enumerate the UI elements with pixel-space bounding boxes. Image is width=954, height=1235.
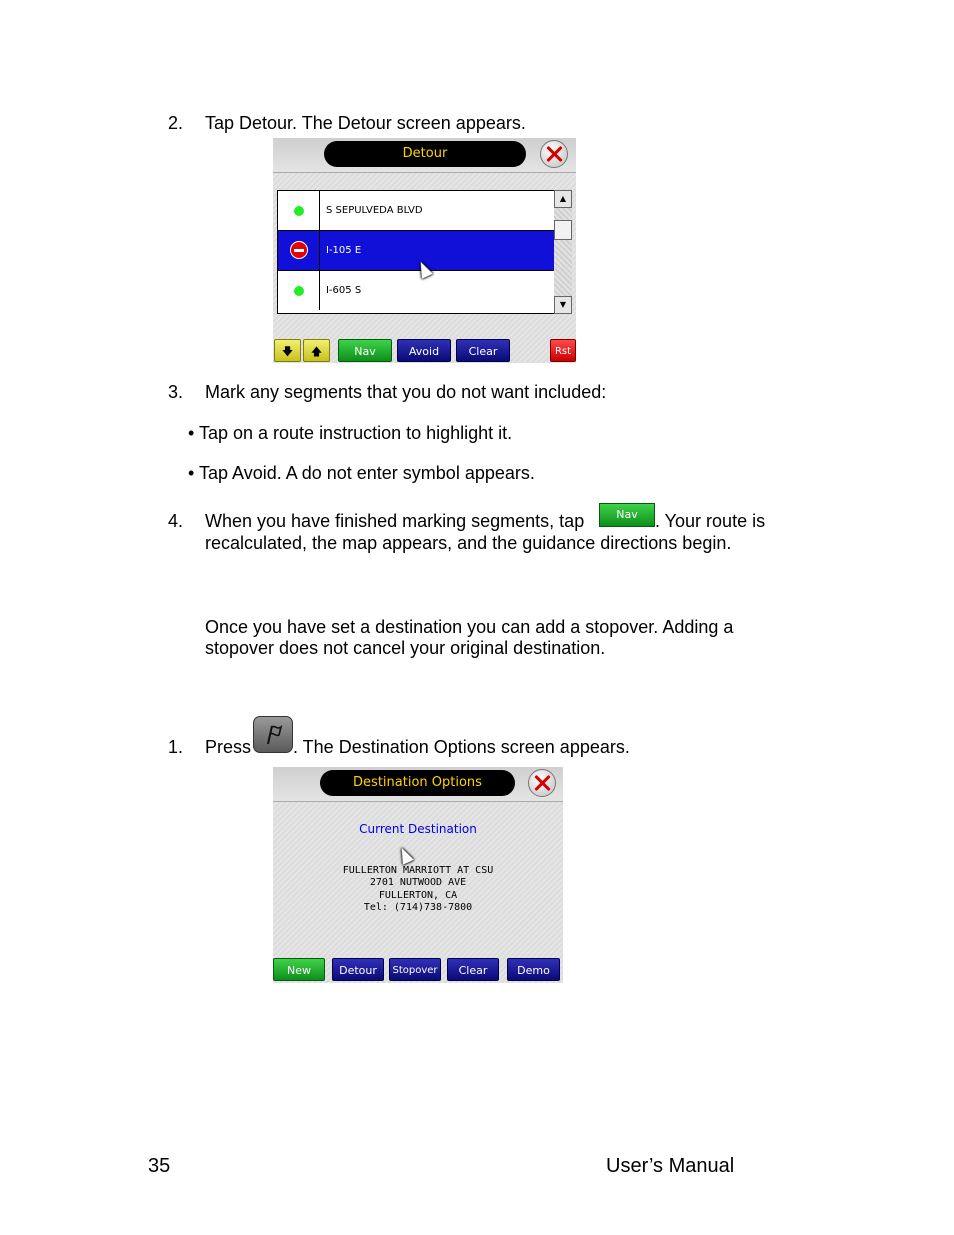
arrow-up-icon: 🡅 [310,345,323,358]
clear-button[interactable]: Clear [456,339,510,362]
list-item[interactable] [278,191,554,231]
reset-button[interactable]: Rst [550,339,576,362]
step-2-number: 2. [168,113,184,133]
inline-nav-button-image: Nav [599,503,655,527]
detour-segment-list [277,190,555,314]
arrow-down-icon: 🡇 [281,345,294,358]
destination-title: Destination Options [320,770,515,796]
detour-screen [273,138,576,363]
scroll-down-icon[interactable]: ▼ [554,296,572,314]
stopover-intro-line1: Once you have set a destination you can add a stopover. Adding a [205,617,734,637]
move-up-button[interactable] [303,339,330,362]
detour-button[interactable]: Detour [332,958,384,981]
destination-options-screen [273,767,563,983]
current-destination-heading: Current Destination [359,822,477,836]
bullet-highlight: • Tap on a route instruction to highlight it. [188,423,513,443]
move-down-button[interactable] [274,339,301,362]
segment-label: I-105 E [326,245,362,256]
destination-flag-button-image [253,716,293,753]
close-icon[interactable] [528,769,556,797]
page-number: 35 [148,1155,171,1177]
pointer-cursor-icon [396,845,414,865]
detour-title: Detour [324,141,526,167]
address-name: FULLERTON MARRIOTT AT CSU [342,865,494,876]
do-not-enter-icon [290,241,308,259]
scroll-up-icon[interactable]: ▲ [554,190,572,208]
clear-button[interactable]: Clear [447,958,499,981]
manual-title: User’s Manual [606,1155,735,1177]
green-dot-icon [294,206,304,216]
flag-icon [263,724,285,746]
step-1-number: 1. [168,737,184,757]
step-2-text: Tap Detour. The Detour screen appears. [205,113,526,133]
step-4-text-after: . Your route is [655,511,766,531]
nav-button[interactable]: Nav [338,339,392,362]
step-3-text: Mark any segments that you do not want included: [205,382,607,402]
step-4-number: 4. [168,511,184,531]
step-1-text-after: . The Destination Options screen appears. [293,737,630,757]
demo-button[interactable]: Demo [507,958,560,981]
address-phone: Tel: (714)738-7800 [363,902,473,913]
new-button[interactable]: New [273,958,325,981]
step-1-text-before: Press [205,737,252,757]
green-dot-icon [294,286,304,296]
list-scrollbar[interactable] [554,190,572,314]
step-3-number: 3. [168,382,184,402]
bullet-avoid: • Tap Avoid. A do not enter symbol appears. [188,463,535,483]
list-item[interactable] [278,271,554,311]
step-4-text-before: When you have finished marking segments, tap [205,511,585,531]
destination-titlebar [273,767,563,802]
stopover-button[interactable]: Stopover [389,958,441,981]
scroll-thumb[interactable] [554,220,572,240]
segment-label: S SEPULVEDA BLVD [326,205,423,216]
segment-label: I-605 S [326,285,362,296]
detour-titlebar [273,138,576,173]
step-4-text-line2: recalculated, the map appears, and the guidance directions begin. [205,533,732,553]
address-city: FULLERTON, CA [378,890,458,901]
avoid-button[interactable]: Avoid [397,339,451,362]
close-icon[interactable] [540,140,568,168]
stopover-intro-line2: stopover does not cancel your original destination. [205,638,606,658]
address-street: 2701 NUTWOOD AVE [369,877,467,888]
